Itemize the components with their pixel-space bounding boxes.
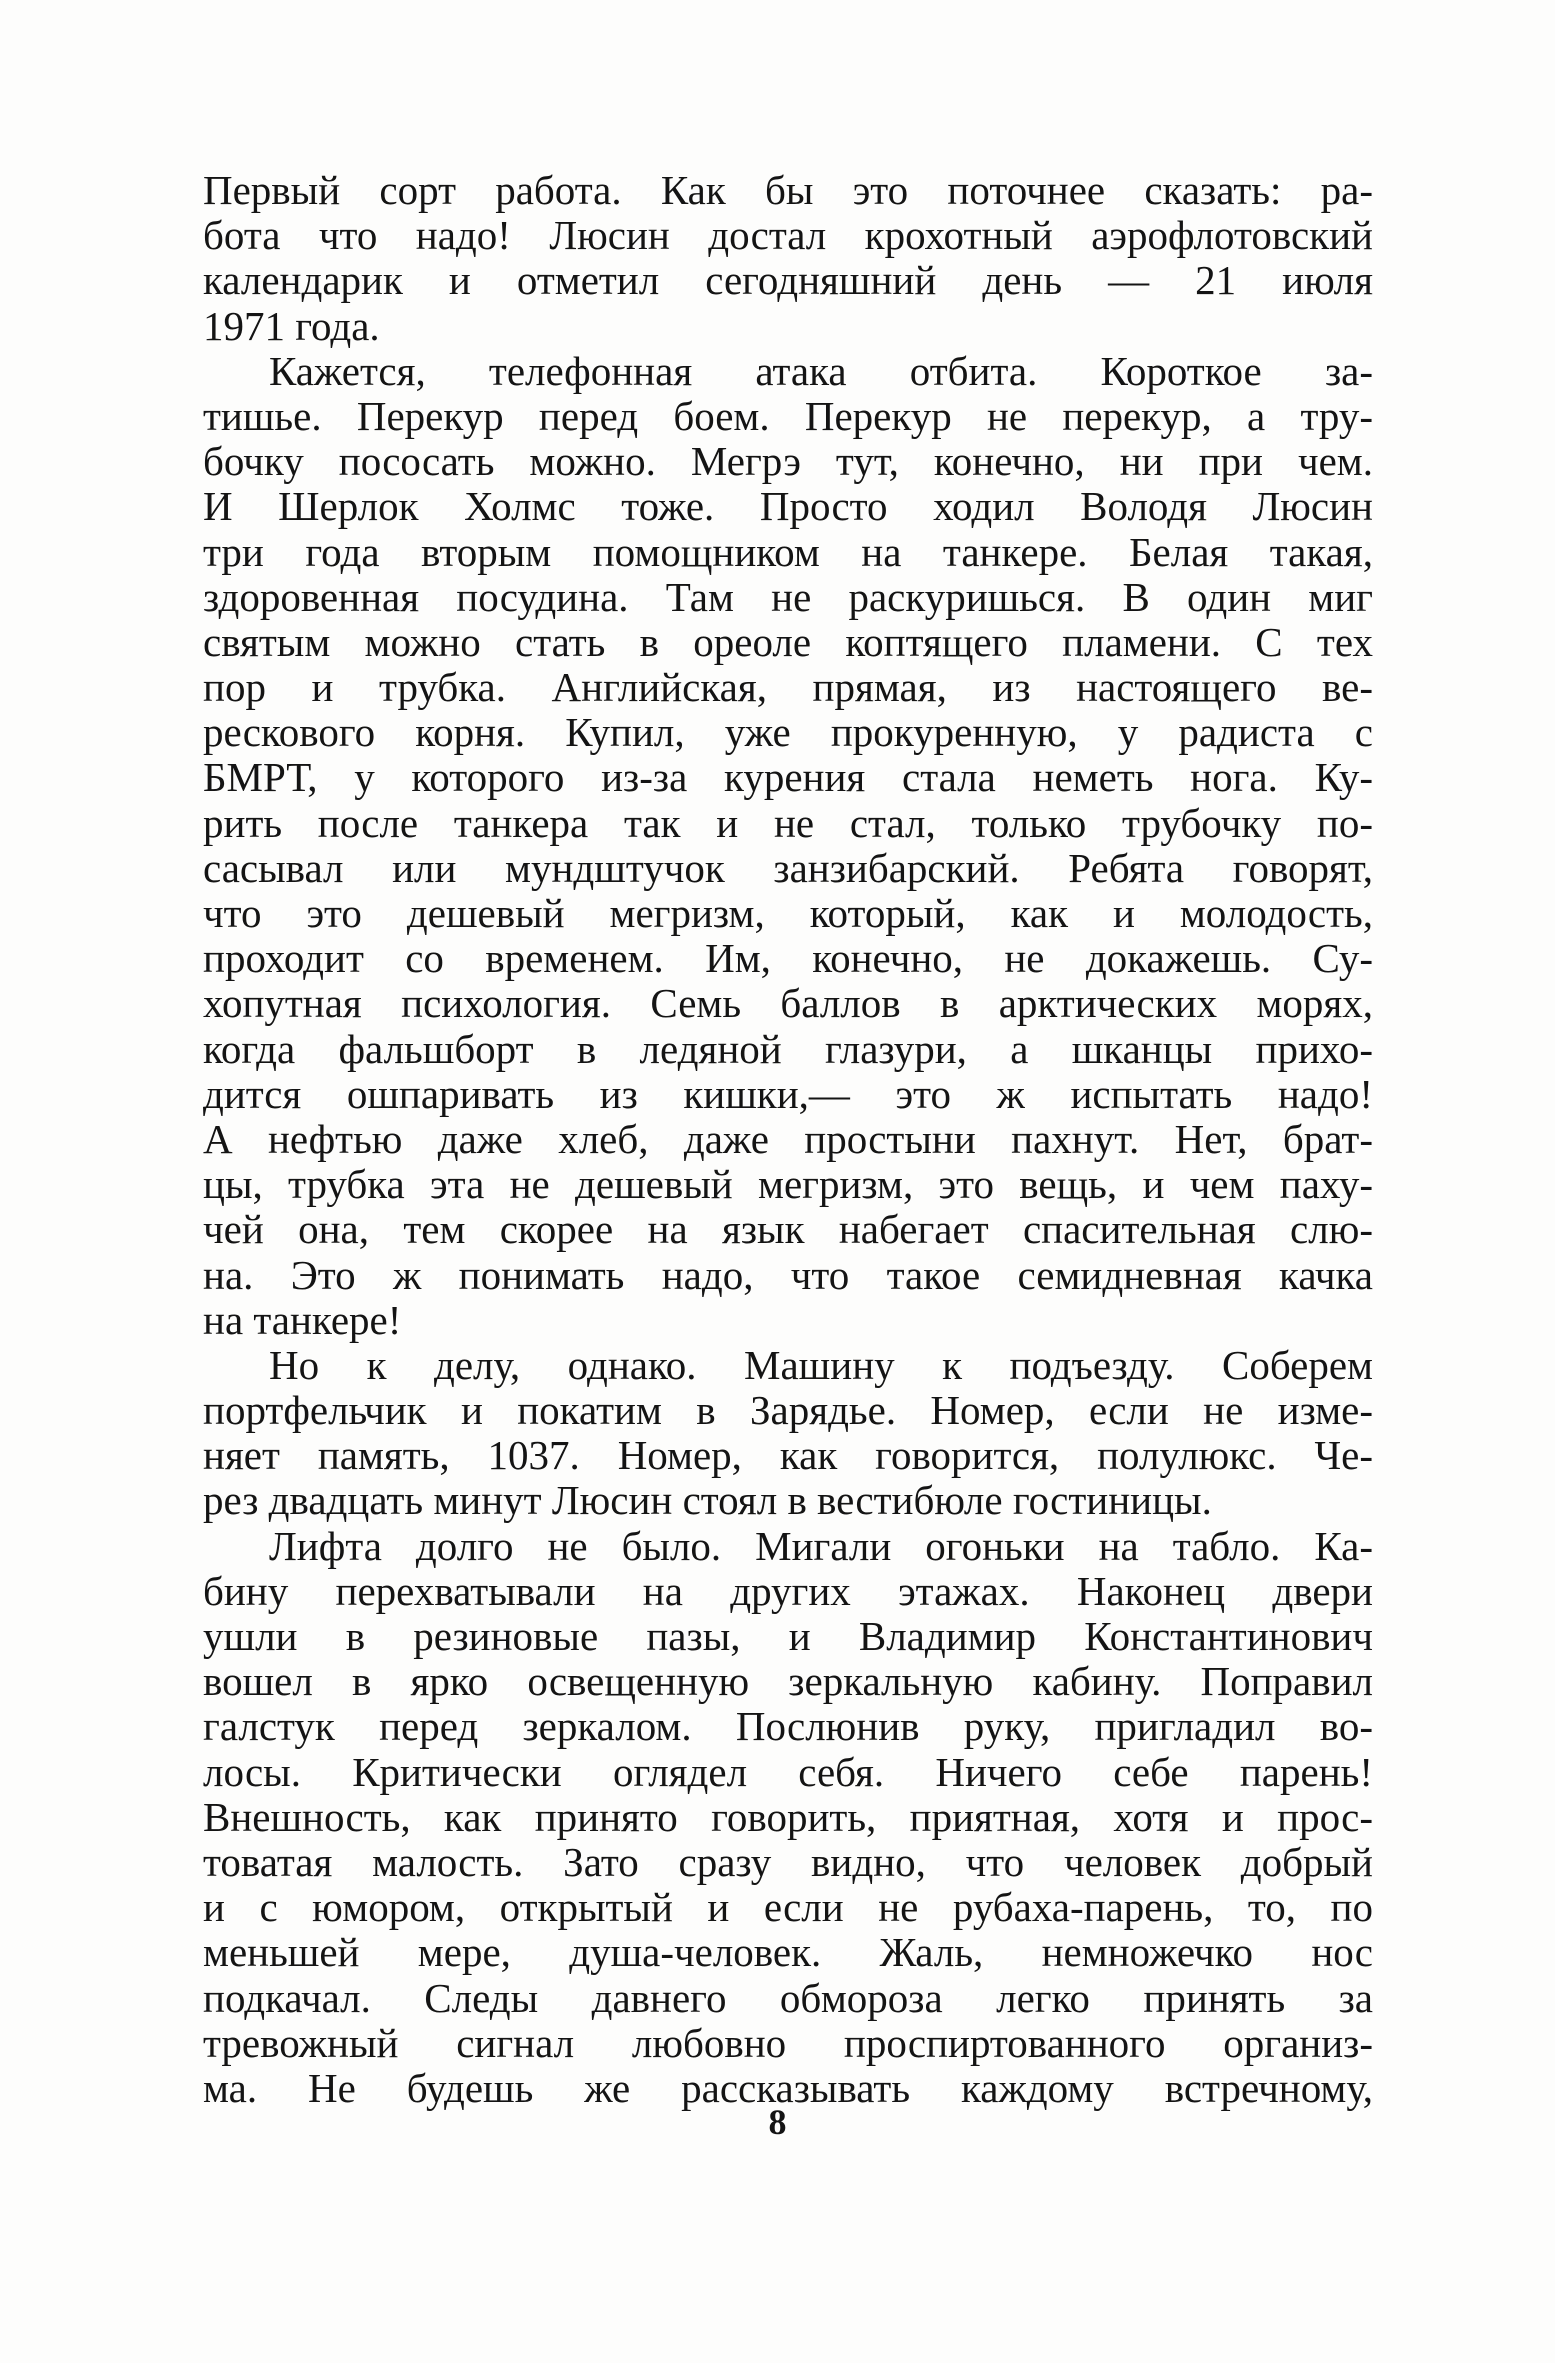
text-line: цы, трубка эта не дешевый мегризм, это вещь, и чем паху- <box>203 1161 1373 1208</box>
text-line: здоровенная посудина. Там не раскуришься. В один миг <box>203 573 1373 620</box>
text-line: портфельчик и покатим в Зарядье. Номер, если не изме- <box>203 1387 1373 1434</box>
text-line: лосы. Критически оглядел себя. Ничего себе парень! <box>203 1748 1373 1795</box>
paragraph <box>203 1524 1373 2111</box>
text-line: что это дешевый мегризм, который, как и молодость, <box>203 890 1373 936</box>
text-line: Но к делу, однако. Машину к подъезду. Соберем <box>269 1341 1373 1388</box>
text-line: Первый сорт работа. Как бы это поточнее сказать: ра- <box>203 167 1373 213</box>
text-line: рез двадцать минут Люсин стоял в вестибюле гостиницы. <box>203 1477 1212 1524</box>
paragraph <box>203 168 1373 349</box>
text-line: рескового корня. Купил, уже прокуренную, у радиста с <box>203 709 1373 756</box>
body-text <box>203 168 1373 2111</box>
text-line: И Шерлок Холмс тоже. Просто ходил Володя Люсин <box>203 483 1373 530</box>
paragraph <box>203 349 1373 1343</box>
text-line: Внешность, как принято говорить, приятная, хотя и прос- <box>203 1793 1373 1840</box>
text-line: святым можно стать в ореоле коптящего пламени. С тех <box>203 618 1373 665</box>
text-line: 1971 года. <box>203 302 380 349</box>
text-line: няет память, 1037. Номер, как говорится, полулюкс. Че- <box>203 1432 1373 1479</box>
text-line: тишье. Перекур перед боем. Перекур не перекур, а тру- <box>203 392 1373 439</box>
text-line: вошел в ярко освещенную зеркальную кабину. Поправил <box>203 1658 1373 1705</box>
text-line: Лифта долго не было. Мигали огоньки на табло. Ка- <box>269 1522 1373 1569</box>
text-line: чей она, тем скорее на язык набегает спасительная слю- <box>203 1206 1373 1253</box>
text-line: когда фальшборт в ледяной глазури, а шканцы прихо- <box>203 1025 1373 1072</box>
text-line: хопутная психология. Семь баллов в арктических морях, <box>203 980 1373 1027</box>
text-line: три года вторым помощником на танкере. Белая такая, <box>203 528 1373 575</box>
text-line: календарик и отметил сегодняшний день — 21 июля <box>203 257 1373 304</box>
text-line: на. Это ж понимать надо, что такое семидневная качка <box>203 1251 1373 1298</box>
text-line: товатая малость. Зато сразу видно, что человек добрый <box>203 1838 1373 1885</box>
text-line: бота что надо! Люсин достал крохотный аэрофлотовский <box>203 212 1373 259</box>
text-line: галстук перед зеркалом. Послюнив руку, пригладил во- <box>203 1703 1373 1750</box>
text-line: бину перехватывали на других этажах. Наконец двери <box>203 1567 1373 1614</box>
page-number: 8 <box>768 2102 787 2142</box>
text-line: проходит со временем. Им, конечно, не докажешь. Су- <box>203 935 1373 982</box>
text-line: пор и трубка. Английская, прямая, из настоящего ве- <box>203 664 1373 711</box>
paragraph <box>203 1343 1373 1524</box>
text-line: тревожный сигнал любовно проспиртованного организ- <box>203 2019 1373 2066</box>
text-line: бочку пососать можно. Мегрэ тут, конечно, ни при чем. <box>203 438 1373 485</box>
text-line: и с юмором, открытый и если не рубаха-парень, то, по <box>203 1884 1373 1931</box>
text-line: ма. Не будешь же рассказывать каждому встречному, <box>203 2064 1373 2111</box>
text-line: ушли в резиновые пазы, и Владимир Константинович <box>203 1613 1373 1659</box>
text-line: рить после танкера так и не стал, только трубочку по- <box>203 799 1373 846</box>
text-line: подкачал. Следы давнего обмороза легко принять за <box>203 1974 1373 2021</box>
text-line: на танкере! <box>203 1296 402 1343</box>
text-line: меньшей мере, душа-человек. Жаль, немножечко нос <box>203 1929 1373 1976</box>
text-line: дится ошпаривать из кишки,— это ж испытать надо! <box>203 1070 1373 1117</box>
text-line: БМРТ, у которого из-за курения стала неметь нога. Ку- <box>203 754 1373 801</box>
text-line: сасывал или мундштучок занзибарский. Ребята говорят, <box>203 844 1373 891</box>
text-line: А нефтью даже хлеб, даже простыни пахнут. Нет, брат- <box>203 1115 1373 1162</box>
text-line: Кажется, телефонная атака отбита. Короткое за- <box>269 347 1373 394</box>
